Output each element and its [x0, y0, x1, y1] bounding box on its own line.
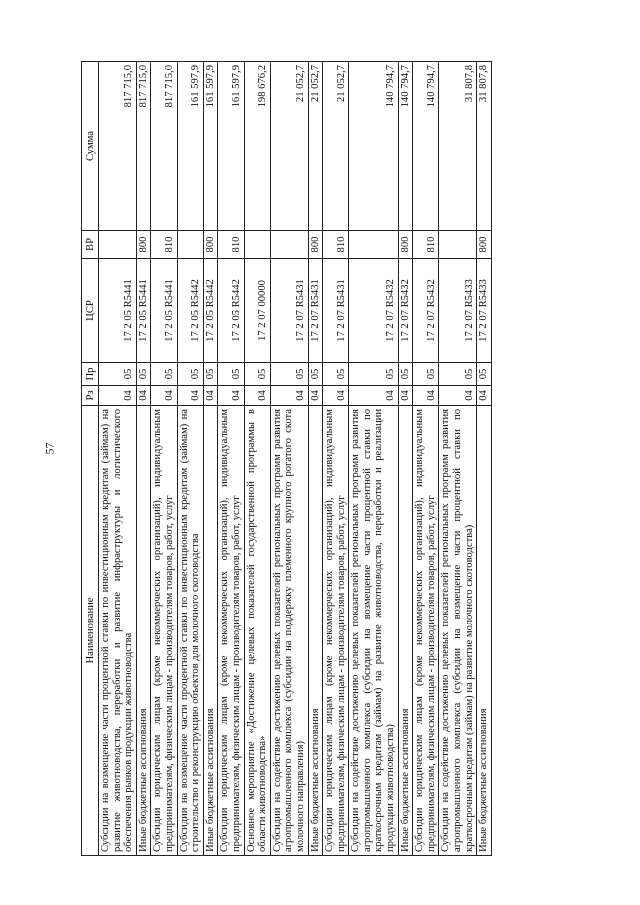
row-sum: 161 597,9 [177, 62, 203, 231]
row-sum: 817 715,0 [99, 62, 137, 231]
row-rz: 04 [218, 386, 244, 406]
row-csr: 17 2 07 R5432 [349, 259, 398, 363]
table-row [244, 62, 270, 856]
row-csr: 17 2 05 R5442 [203, 259, 218, 363]
table-row [398, 62, 413, 856]
row-sum: 21 052,7 [270, 62, 308, 231]
row-name: Субсидии на содействие достижению целевых показателей региональных программ развития агропромышленного комплекса (субсидии на возмещение части процентной ставки по краткосрочным кредитам (займам) на развитие молочного скотоводства) [439, 406, 477, 856]
row-name: Субсидии юридическим лицам (кроме некоммерческих организаций), индивидуальным предпринимателям, физическим лицам - производителям товаров, работ, услуг [218, 406, 244, 856]
row-pr: 05 [308, 363, 323, 386]
row-name: Субсидии на возмещение части процентной ставки по инвестиционным кредитам (займам) на строительство и реконструкцию объектов для молочного скотоводства [177, 406, 203, 856]
row-rz: 04 [349, 386, 398, 406]
row-vr: 810 [151, 231, 177, 259]
row-name: Основное мероприятие «Достижение целевых показателей государственной программы в области животноводства» [244, 406, 270, 856]
row-vr [270, 231, 308, 259]
row-vr: 810 [323, 231, 349, 259]
table-row [270, 62, 308, 856]
row-sum: 21 052,7 [323, 62, 349, 231]
table-row [203, 62, 218, 856]
row-pr: 05 [413, 363, 439, 386]
table-row [136, 62, 151, 856]
rotated-page-content [81, 62, 569, 856]
row-rz: 04 [203, 386, 218, 406]
row-vr: 810 [413, 231, 439, 259]
header-pr: Пр [82, 363, 99, 386]
row-pr: 05 [177, 363, 203, 386]
row-vr [244, 231, 270, 259]
row-rz: 04 [136, 386, 151, 406]
row-vr: 800 [398, 231, 413, 259]
row-csr: 17 2 05 R5441 [99, 259, 137, 363]
row-csr: 17 2 07 R5433 [477, 259, 492, 363]
table-row [151, 62, 177, 856]
row-pr: 05 [398, 363, 413, 386]
row-pr: 05 [203, 363, 218, 386]
row-sum: 817 715,0 [151, 62, 177, 231]
row-pr: 05 [136, 363, 151, 386]
table-row [413, 62, 439, 856]
row-vr [99, 231, 137, 259]
row-sum: 21 052,7 [308, 62, 323, 231]
row-pr: 05 [151, 363, 177, 386]
row-csr: 17 2 07 R5432 [413, 259, 439, 363]
row-csr: 17 2 07 R5431 [323, 259, 349, 363]
row-rz: 04 [323, 386, 349, 406]
row-name: Иные бюджетные ассигнования [398, 406, 413, 856]
row-name: Субсидии на содействие достижению целевых показателей региональных программ развития агропромышленного комплекса (субсидии на поддержку племенного крупного рогатого скота молочного направления) [270, 406, 308, 856]
page-number: 57 [42, 442, 57, 455]
row-csr: 17 2 05 R5441 [151, 259, 177, 363]
row-sum: 31 807,8 [477, 62, 492, 231]
row-pr: 05 [218, 363, 244, 386]
table-row [323, 62, 349, 856]
row-name: Субсидии на содействие достижению целевых показателей региональных программ развития агропромышленного комплекса (субсидии на возмещение части процентной ставки по краткосрочным кредитам (займам) на развитие животноводства, переработки и реализации продукции животноводства) [349, 406, 398, 856]
row-vr: 800 [203, 231, 218, 259]
row-csr: 17 2 07 R5431 [308, 259, 323, 363]
row-sum: 140 794,7 [398, 62, 413, 231]
row-sum: 140 794,7 [349, 62, 398, 231]
header-sum: Сумма [82, 62, 99, 231]
row-pr: 05 [323, 363, 349, 386]
row-pr: 05 [270, 363, 308, 386]
header-name: Наименование [82, 406, 99, 856]
row-vr [439, 231, 477, 259]
row-name: Субсидии на возмещение части процентной ставки по инвестиционным кредитам (займам) на развитие животноводства, переработки и развитие инфраструктуры и логистического обеспечения рынков продукции животноводства [99, 406, 137, 856]
row-sum: 161 597,9 [203, 62, 218, 231]
row-pr: 05 [99, 363, 137, 386]
row-csr: 17 2 05 R5442 [218, 259, 244, 363]
row-vr [349, 231, 398, 259]
row-csr: 17 2 07 00000 [244, 259, 270, 363]
row-pr: 05 [244, 363, 270, 386]
table-row [439, 62, 477, 856]
row-rz: 04 [177, 386, 203, 406]
row-csr: 17 2 05 R5441 [136, 259, 151, 363]
table-row [349, 62, 398, 856]
row-name: Субсидии юридическим лицам (кроме некоммерческих организаций), индивидуальным предпринимателям, физическим лицам - производителям товаров, работ, услуг [413, 406, 439, 856]
row-csr: 17 2 07 R5432 [398, 259, 413, 363]
row-rz: 04 [151, 386, 177, 406]
row-name: Субсидии юридическим лицам (кроме некоммерческих организаций), индивидуальным предпринимателям, физическим лицам - производителям товаров, работ, услуг [151, 406, 177, 856]
row-pr: 05 [439, 363, 477, 386]
row-vr [177, 231, 203, 259]
row-rz: 04 [398, 386, 413, 406]
row-vr: 800 [308, 231, 323, 259]
table-row [218, 62, 244, 856]
row-csr: 17 2 07 R5431 [270, 259, 308, 363]
row-rz: 04 [244, 386, 270, 406]
row-rz: 04 [413, 386, 439, 406]
row-rz: 04 [439, 386, 477, 406]
row-sum: 31 807,8 [439, 62, 477, 231]
header-rz: Рз [82, 386, 99, 406]
row-rz: 04 [99, 386, 137, 406]
row-vr: 800 [136, 231, 151, 259]
row-pr: 05 [477, 363, 492, 386]
table-row [99, 62, 137, 856]
row-rz: 04 [308, 386, 323, 406]
table-row [177, 62, 203, 856]
row-vr: 800 [477, 231, 492, 259]
row-name: Иные бюджетные ассигнования [477, 406, 492, 856]
row-name: Субсидии юридическим лицам (кроме некоммерческих организаций), индивидуальным предпринимателям, физическим лицам - производителям товаров, работ, услуг [323, 406, 349, 856]
row-name: Иные бюджетные ассигнования [136, 406, 151, 856]
header-vr: ВР [82, 231, 99, 259]
row-name: Иные бюджетные ассигнования [308, 406, 323, 856]
table-row [477, 62, 492, 856]
row-vr: 810 [218, 231, 244, 259]
row-csr: 17 2 05 R5442 [177, 259, 203, 363]
row-sum: 140 794,7 [413, 62, 439, 231]
table-header-row [82, 62, 99, 856]
row-csr: 17 2 07 R5433 [439, 259, 477, 363]
row-sum: 161 597,9 [218, 62, 244, 231]
header-csr: ЦСР [82, 259, 99, 363]
row-name: Иные бюджетные ассигнования [203, 406, 218, 856]
row-rz: 04 [270, 386, 308, 406]
row-sum: 817 715,0 [136, 62, 151, 231]
row-rz: 04 [477, 386, 492, 406]
row-pr: 05 [349, 363, 398, 386]
budget-table [81, 61, 492, 856]
table-row [308, 62, 323, 856]
row-sum: 198 676,2 [244, 62, 270, 231]
